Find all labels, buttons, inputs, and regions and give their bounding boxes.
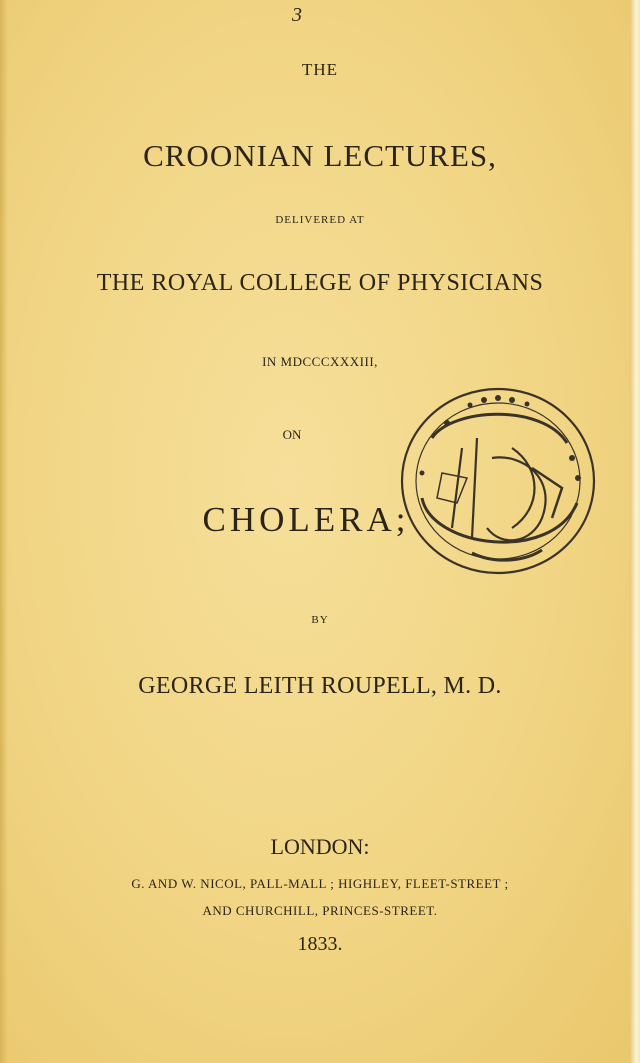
publishers-line-2: AND CHURCHILL, PRINCES-STREET. [202, 903, 438, 918]
publication-city: LONDON: [270, 834, 370, 859]
publication-year: 1833. [297, 933, 343, 955]
lecture-year: IN MDCCCXXXIII, [262, 354, 378, 369]
delivered-at-label: DELIVERED AT [275, 214, 365, 226]
author-name: GEORGE LEITH ROUPELL, M. D. [138, 673, 502, 699]
subject-text: CHOLERA; [202, 500, 410, 539]
on-text: ON [282, 427, 302, 442]
by-label: BY [311, 614, 329, 626]
publishers-line: G. AND W. NICOL, PALL-MALL ; HIGHLEY, FLEET-STREET ; [131, 876, 509, 891]
library-stamp-icon [392, 378, 604, 584]
lecture-subject [0, 500, 640, 540]
book-title: CROONIAN LECTURES, [143, 138, 497, 173]
title-article: THE [301, 60, 339, 79]
institution-name: THE ROYAL COLLEGE OF PHYSICIANS [96, 270, 544, 296]
page-marker: 3 [292, 4, 302, 26]
